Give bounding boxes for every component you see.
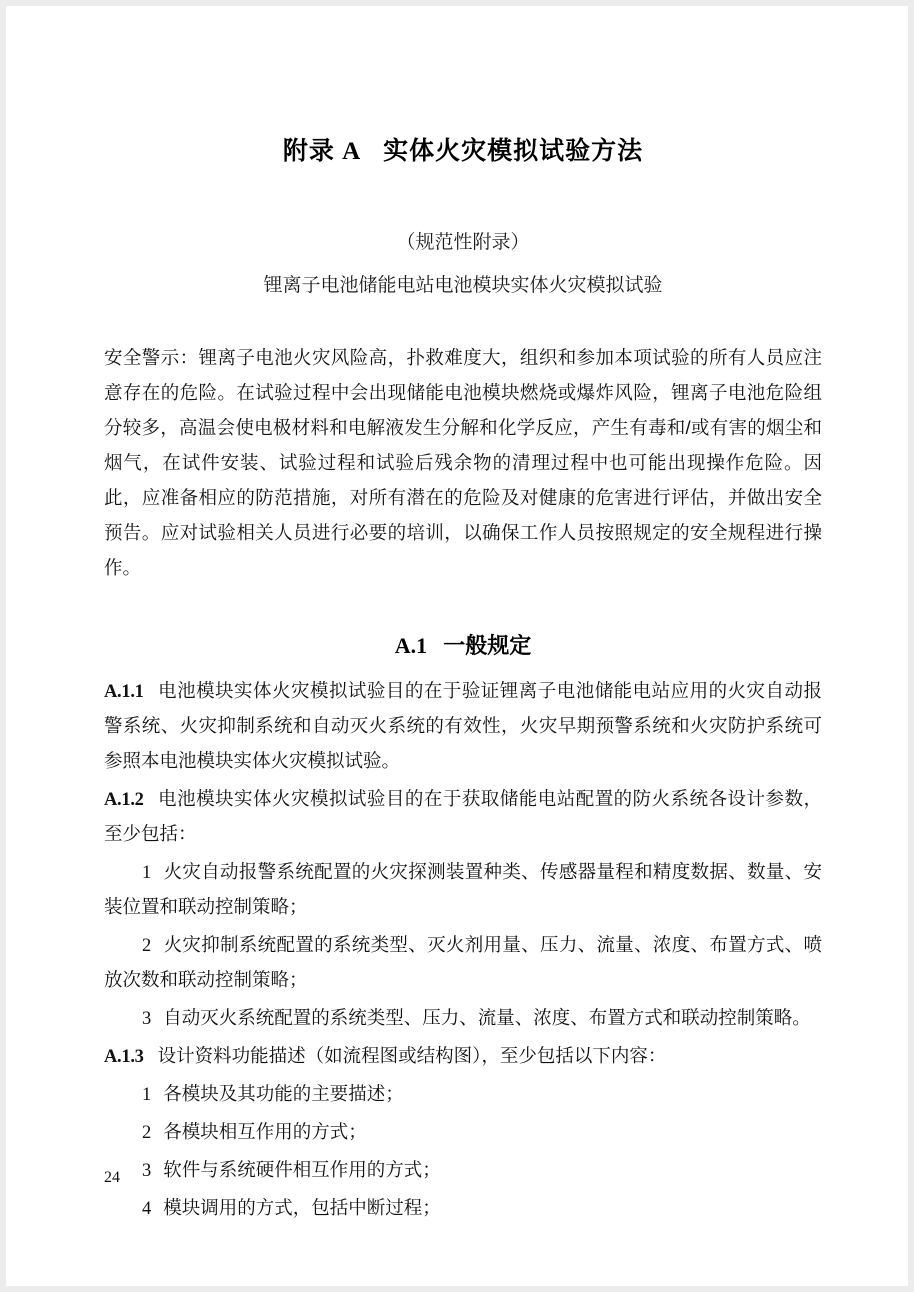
list-item-number: 2 (142, 1123, 152, 1143)
document-page (6, 6, 908, 1286)
list-item-number: 4 (142, 1199, 152, 1219)
list-item (104, 1151, 822, 1189)
clause-a11-text: 电池模块实体火灾模拟试验目的在于验证锂离子电池储能电站应用的火灾自动报警系统、火灾抑制系统和自动灭火系统的有效性，火灾早期预警系统和火灾防护系统可参照本电池模块实体火灾模拟试验。 (104, 682, 822, 772)
page-content (104, 6, 822, 1227)
appendix-label: 附录 A (282, 138, 362, 165)
list-item-text: 火灾抑制系统配置的系统类型、灭火剂用量、压力、流量、浓度、布置方式、喷放次数和联动控制策略； (104, 936, 822, 991)
appendix-title-text: 实体火灾模拟试验方法 (383, 137, 644, 165)
clause-a13-label: A.1.3 (104, 1047, 144, 1067)
safety-warning: 安全警示：锂离子电池火灾风险高，扑救难度大，组织和参加本项试验的所有人员应注意存在的危险。在试验过程中会出现储能电池模块燃烧或爆炸风险，锂离子电池危险组分较多，高温会使电极材料和电解液发生分解和化学反应，产生有毒和/或有害的烟尘和烟气，在试件安装、试验过程和试验后残余物的清理过程中也可能出现操作危险。因此，应准备相应的防范措施，对所有潜在的危险及对健康的危害进行评估，并做出安全预告。应对试验相关人员进行必要的培训，以确保工作人员按照规定的安全规程进行操作。 (104, 347, 822, 578)
clause-a13 (104, 1037, 822, 1075)
list-item-text: 自动灭火系统配置的系统类型、压力、流量、浓度、布置方式和联动控制策略。 (163, 1009, 811, 1029)
list-item-number: 3 (142, 1161, 152, 1181)
page-number: 24 (104, 1169, 120, 1186)
list-item-text: 各模块及其功能的主要描述； (163, 1085, 404, 1105)
clause-a12-label: A.1.2 (104, 790, 144, 810)
section-heading (104, 585, 822, 672)
normative-note: （规范性附录） (396, 232, 530, 253)
list-item (104, 1113, 822, 1151)
list-item-text: 模块调用的方式，包括中断过程； (163, 1199, 441, 1219)
list-item-text: 软件与系统硬件相互作用的方式； (163, 1161, 441, 1181)
clause-a13-text: 设计资料功能描述（如流程图或结构图），至少包括以下内容： (157, 1047, 667, 1067)
clause-a11-label: A.1.1 (104, 682, 144, 702)
page-title (104, 6, 822, 169)
list-item (104, 999, 822, 1037)
list-item-number: 3 (142, 1009, 152, 1029)
appendix-subject: 锂离子电池储能电站电池模块实体火灾模拟试验 (263, 274, 663, 296)
list-item (104, 1189, 822, 1227)
list-item-text: 各模块相互作用的方式； (163, 1123, 367, 1143)
list-item (104, 1075, 822, 1113)
list-item (104, 853, 822, 926)
section-number: A.1 (394, 633, 428, 658)
list-item-number: 2 (142, 936, 152, 956)
list-item-number: 1 (142, 863, 152, 883)
list-item (104, 926, 822, 999)
clause-a12-text: 电池模块实体火灾模拟试验目的在于获取储能电站配置的防火系统各设计参数，至少包括： (104, 790, 822, 845)
clause-a12 (104, 780, 822, 853)
section-title: 一般规定 (443, 633, 532, 658)
clause-a11 (104, 672, 822, 780)
list-item-text: 火灾自动报警系统配置的火灾探测装置种类、传感器量程和精度数据、数量、安装位置和联动控制策略； (104, 863, 822, 918)
list-item-number: 1 (142, 1085, 152, 1105)
